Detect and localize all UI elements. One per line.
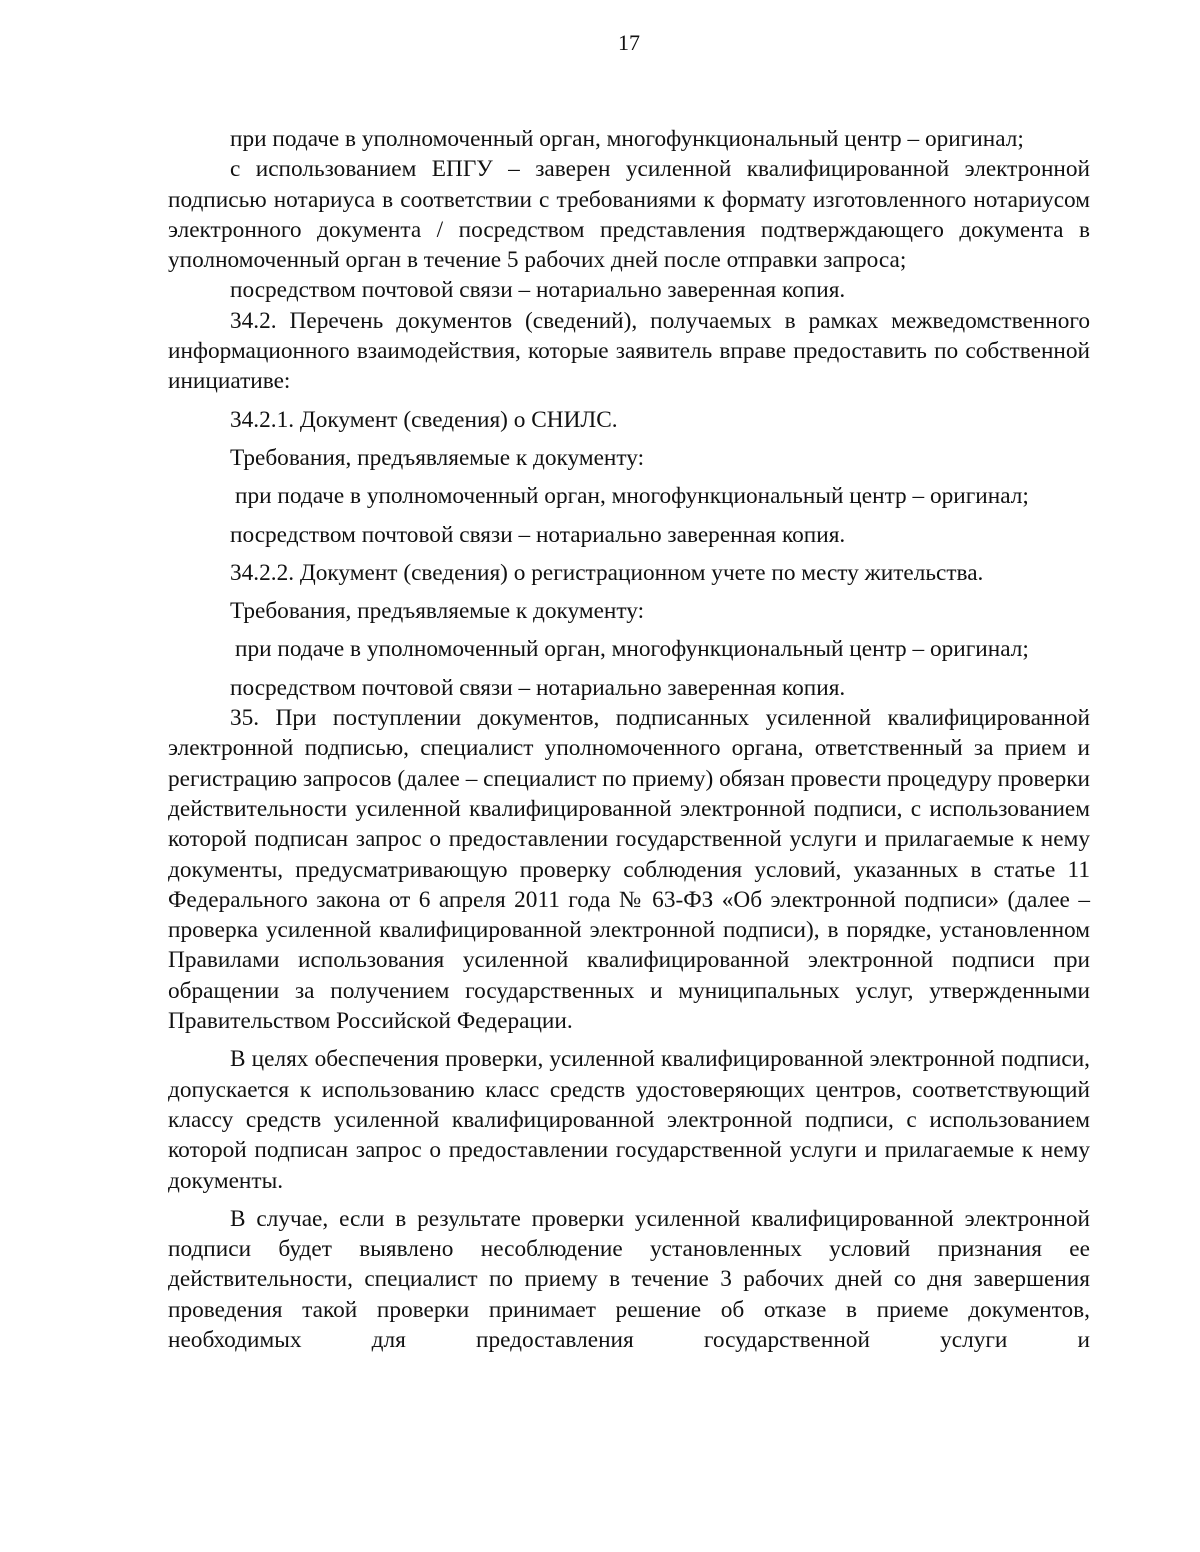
paragraph-12: посредством почтовой связи – нотариально заверенная копия.: [230, 674, 846, 701]
document-body: [168, 124, 1090, 1355]
paragraph-13: 35. При поступлении документов, подписанных усиленной квалифицированной электронной подписью, специалист уполномоченного органа, ответственный за прием и регистрацию запросов (далее – специалист по приему) обязан провести процедуру проверки действительности усиленной квалифицированной электронной подписи, с использованием которой подписан запрос о предоставлении государственной услуги и прилагаемые к нему документы, предусматривающую проверку соблюдения условий, указанных в статье 11 Федерального закона от 6 апреля 2011 года № 63-ФЗ «Об электронной подписи» (далее – проверка усиленной квалифицированной электронной подписи), в порядке, установленном Правилами использования усиленной квалифицированной электронной подписи при обращении за получением государственных и муниципальных услуг, утвержденными Правительством Российской Федерации.: [168, 705, 1090, 1035]
page-number: 17: [618, 30, 640, 55]
paragraph-2: с использованием ЕПГУ – заверен усиленной квалифицированной электронной подписью нотариуса в соответствии с требованиями к формату изготовленного нотариусом электронного документа / посредством представления подтверждающего документа в уполномоченный орган в течение 5 рабочих дней после отправки запроса;: [168, 156, 1090, 274]
paragraph-9: 34.2.2. Документ (сведения) о регистрационном учете по месту жительства.: [230, 559, 984, 586]
paragraph-5: 34.2.1. Документ (сведения) о СНИЛС.: [230, 406, 618, 433]
paragraph-7: при подаче в уполномоченный орган, многофункциональный центр – оригинал;: [235, 483, 1029, 510]
paragraph-14: В целях обеспечения проверки, усиленной квалифицированной электронной подписи, допускается к использованию класс средств удостоверяющих центров, соответствующий классу средств усиленной квалифицированной электронной подписи, с использованием которой подписан запрос о предоставлении государственной услуги и прилагаемые к нему документы.: [168, 1046, 1090, 1194]
paragraph-15: В случае, если в результате проверки усиленной квалифицированной электронной подписи будет выявлено несоблюдение установленных условий признания ее действительности, специалист по приему в течение 3 рабочих дней со дня завершения проведения такой проверки принимает решение об отказе в приеме документов, необходимых для предоставления государственной услуги и: [168, 1205, 1090, 1353]
paragraph-1: при подаче в уполномоченный орган, многофункциональный центр – оригинал;: [230, 126, 1024, 152]
paragraph-4: 34.2. Перечень документов (сведений), получаемых в рамках межведомственного информационного взаимодействия, которые заявитель вправе предоставить по собственной инициативе:: [168, 307, 1090, 395]
paragraph-8: посредством почтовой связи – нотариально заверенная копия.: [230, 521, 846, 548]
paragraph-10: Требования, предъявляемые к документу:: [230, 598, 645, 625]
paragraph-11: при подаче в уполномоченный орган, многофункциональный центр – оригинал;: [235, 636, 1029, 663]
paragraph-6: Требования, предъявляемые к документу:: [230, 444, 645, 471]
paragraph-3: посредством почтовой связи – нотариально заверенная копия.: [230, 277, 846, 304]
